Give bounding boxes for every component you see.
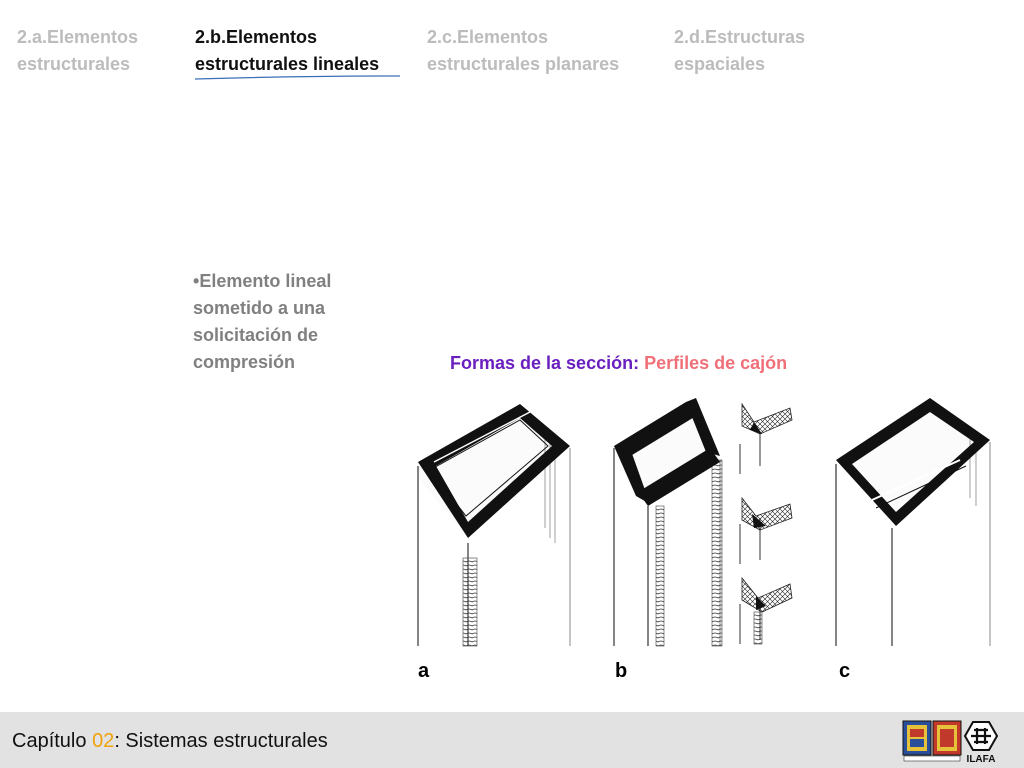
footer-prefix: Capítulo (12, 730, 93, 752)
weld-details-drawing (740, 404, 792, 644)
tab-elementos-estructurales-planares[interactable] (427, 24, 657, 78)
bullet-line: solicitación de (193, 325, 319, 345)
bullet-line: compresión (193, 352, 296, 372)
active-tab-underline (195, 75, 400, 81)
figure-label-c: c (839, 660, 851, 682)
section-title (450, 351, 787, 375)
profile-b-drawing (614, 398, 722, 646)
figure-label-a: a (418, 660, 430, 682)
bullet-line: Elemento lineal (199, 271, 332, 291)
figure-label-b: b (615, 660, 628, 682)
tab-elementos-estructurales[interactable] (17, 24, 177, 78)
tab-line-2: estructurales (17, 54, 131, 74)
university-crest-logo (902, 720, 962, 762)
tab-estructuras-espaciales[interactable] (674, 24, 874, 78)
tab-line-2: espaciales (674, 54, 766, 74)
ilafa-logo (962, 720, 1000, 764)
section-value: Perfiles de cajón (644, 353, 788, 373)
box-profiles-illustration (400, 388, 1012, 660)
profile-a-drawing (418, 404, 570, 646)
bullet-marker: • (193, 271, 200, 291)
bullet-line: sometido a una (193, 298, 326, 318)
profile-c-drawing (836, 398, 990, 646)
ilafa-logo-text: ILAFA (966, 754, 996, 764)
tab-line-1: 2.a.Elementos (17, 27, 139, 47)
tab-line-2: estructurales lineales (195, 54, 380, 74)
bullet-text (193, 268, 393, 376)
section-label: Formas de la sección: (450, 353, 640, 373)
tab-line-1: 2.c.Elementos (427, 27, 549, 47)
tab-line-2: estructurales planares (427, 54, 620, 74)
footer-suffix: : Sistemas estructurales (114, 730, 328, 752)
footer-chapter-number: 02 (92, 730, 115, 752)
tab-elementos-estructurales-lineales[interactable] (195, 24, 410, 78)
tab-line-1: 2.b.Elementos (195, 27, 318, 47)
footer-chapter-title (12, 730, 328, 753)
tab-line-1: 2.d.Estructuras (674, 27, 806, 47)
